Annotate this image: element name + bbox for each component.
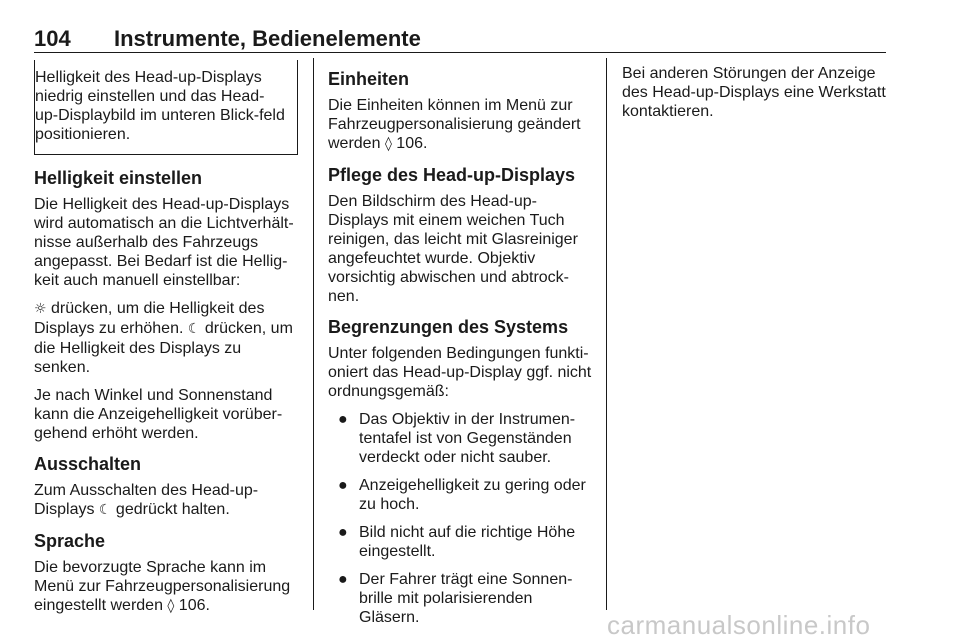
- column-separator-2: [606, 58, 607, 610]
- bullet-icon: ●: [338, 571, 348, 588]
- bullet-icon: ●: [338, 477, 348, 494]
- bullet-icon: ●: [338, 411, 348, 428]
- heading-units: Einheiten: [328, 69, 410, 89]
- moon-icon: ☾: [98, 502, 112, 518]
- moon-icon: ☾: [187, 321, 201, 337]
- header-rule: [34, 52, 886, 53]
- brightness-para-2a: drücken, um die Helligkeit des Displays zu erhöhen.: [34, 300, 265, 337]
- reference-icon: ◊: [384, 136, 392, 152]
- units-ref: 106.: [391, 135, 428, 152]
- units-para: [328, 96, 594, 154]
- other-para: Bei anderen Störungen der Anzeige des Head-up-Displays eine Werkstatt kontaktieren.: [622, 65, 886, 120]
- units-text: Die Einheiten können im Menü zur Fahrzeugpersonalisierung geändert werden: [328, 97, 581, 152]
- list-item-text: Der Fahrer trägt eine Sonnen-brille mit polarisierenden Gläsern.: [359, 571, 573, 626]
- heading-limits: Begrenzungen des Systems: [328, 317, 569, 337]
- page-number: 104: [34, 26, 71, 51]
- list-item-text: Bild nicht auf die richtige Höhe eingestellt.: [359, 524, 576, 560]
- reference-icon: ◊: [167, 598, 175, 614]
- watermark: carmanualsonline.info: [607, 610, 871, 640]
- off-para: [34, 481, 298, 520]
- language-text: Die bevorzugte Sprache kann im Menü zur Fahrzeugpersonalisierung eingestellt werden: [34, 559, 291, 614]
- bullet-icon: ●: [338, 524, 348, 541]
- list-item: [328, 476, 594, 514]
- off-para-a: Zum Ausschalten des Head-up-Displays: [34, 482, 259, 518]
- note-text: Helligkeit des Head-up-Displays niedrig einstellen und das Head-up-Displaybild im unteren Blick-feld positionieren.: [35, 69, 285, 143]
- off-para-b: gedrückt halten.: [111, 501, 230, 518]
- sun-icon: ☼: [34, 301, 47, 317]
- care-para: Den Bildschirm des Head-up-Displays mit einem weichen Tuch reinigen, das leicht mit Glasreiniger angefeuchtet wurde. Objektiv vorsichtig abwischen und abtrock-nen.: [328, 193, 578, 305]
- list-item-text: Anzeigehelligkeit zu gering oder zu hoch.: [359, 477, 586, 513]
- list-item-text: Das Objektiv in der Instrumen-tentafel ist von Gegenständen verdeckt oder nicht sauber.: [359, 411, 576, 466]
- language-para: [34, 558, 298, 616]
- column-right: [622, 64, 888, 130]
- brightness-para-2: [34, 299, 298, 377]
- heading-language: Sprache: [34, 531, 106, 551]
- limits-list: [328, 410, 594, 627]
- language-ref: 106.: [174, 597, 210, 614]
- brightness-para-2b: drücken, um die Helligkeit des Displays zu senken.: [34, 320, 293, 376]
- note-box: [34, 60, 298, 155]
- heading-brightness: Helligkeit einstellen: [34, 168, 203, 188]
- list-item: [328, 523, 594, 561]
- brightness-para-3: Je nach Winkel und Sonnenstand kann die Anzeigehelligkeit vorüber-gehend erhöht werden.: [34, 387, 283, 442]
- heading-off: Ausschalten: [34, 454, 142, 474]
- column-left: [34, 60, 298, 625]
- list-item: [328, 410, 594, 467]
- column-separator-1: [313, 58, 314, 610]
- limits-para: Unter folgenden Bedingungen funkti-oniert das Head-up-Display ggf. nicht ordnungsgemäß:: [328, 345, 592, 400]
- page-header: [34, 26, 886, 52]
- column-middle: [328, 60, 594, 636]
- brightness-para-1: Die Helligkeit des Head-up-Displays wird automatisch an die Lichtverhält-nisse außerhalb des Fahrzeugs angepasst. Bei Bedarf ist die Hellig-keit auch manuell einstellbar:: [34, 196, 294, 289]
- heading-care: Pflege des Head-up-Displays: [328, 165, 576, 185]
- page-title: Instrumente, Bedienelemente: [114, 26, 421, 51]
- list-item: [328, 570, 594, 627]
